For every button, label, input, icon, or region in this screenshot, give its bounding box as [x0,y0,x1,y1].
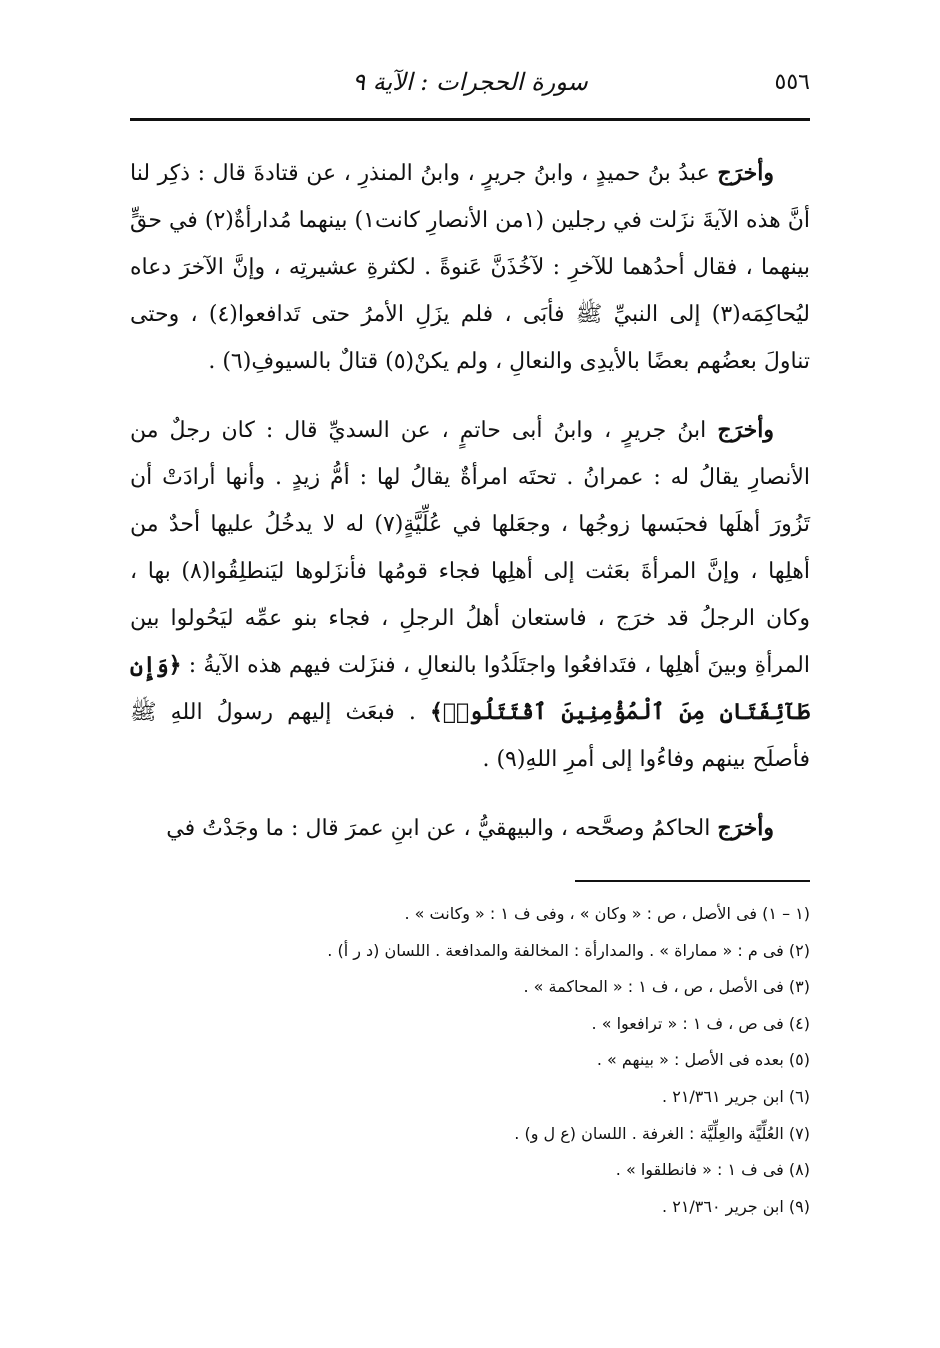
paragraph-lead: وأخرَج [717,160,774,186]
header-rule [130,118,810,121]
main-text [130,150,810,874]
footnote: (٦) ابن جرير ٢١/٣٦١ . [662,1086,810,1106]
paragraph-suddi [130,407,810,783]
page-number: ٥٥٦ [774,70,810,95]
footnote: (٧) العُلِّيَّة والعِلِّيَّة : الغرفة . اللسان (ع ل و) . [514,1123,810,1143]
paragraph-text: عبدُ بنُ حميدٍ ، وابنُ جريرٍ ، وابنُ المنذرِ ، عن قتادةَ قال : ذكِر لنا أنَّ هذه الآيةَ نزَلت في رجلين (١من الأنصارِ كانت١) بينهما مُدارأةٌ(٢) في حقٍّ بينهما ، فقال أحدُهما للآخرِ : لآخُذَنَّ عَنوةً . لكثرةِ عشيرتِه ، وإنَّ الآخرَ دعاه ليُحاكِمَه(٣) إلى النبيِّ ﷺ فأبَى ، فلم يزَلِ الأمرُ حتى تَدافعوا(٤) ، وحتى تناولَ بعضُهم بعضًا بالأيدِى والنعالِ ، ولم يكنْ(٥) قتالٌ بالسيوفِ(٦) . [130,161,811,374]
footnote: (٤) فى ص ، ف ١ : « ترافعوا » . [591,1013,810,1033]
footnote: (٢) فى م : « مماراة » . والمدارأة : المخالفة والمدافعة . اللسان (د ر أ) . [327,940,810,960]
paragraph-text: الحاكمُ وصحَّحه ، والبيهقيُّ ، عن ابنِ عمرَ قال : ما وجَدْتُ في [166,816,718,841]
page-header [130,60,810,106]
paragraph-text: ابنُ جريرٍ ، وابنُ أبى حاتمٍ ، عن السديِّ قال : كان رجلٌ من الأنصارِ يقالُ له : عمرانُ . تحتَه امرأةٌ يقالُ لها : أمُّ زيدٍ . وأنها أرادَتْ أن تَزُورَ أهلَها فحبَسها زوجُها ، وجعَلها في عُلِّيَّةٍ(٧) له لا يدخُلُ عليها أحدٌ من أهلِها ، وإنَّ المرأةَ بعَثت إلى أهلِها فجاء قومُها فأنزَلوها ليَنطلِقُوا(٨) بها ، وكان الرجلُ قد خرَج ، فاستعان أهلُ الرجلِ ، فجاء بنو عمِّه ليَحُولوا بين المرأةِ وبينَ أهلِها ، فتَدافعُوا واجتَلَدُوا بالنعالِ ، فنزَلت فيهم هذه الآيةُ : [130,418,811,678]
footnotes [130,896,810,1225]
paragraph-lead: وأخرَج [717,815,774,841]
running-title: سورة الحجرات : الآية ٩ [352,68,588,96]
footnote: (١ – ١) فى الأصل ، ص : « وكان » ، وفى ف ١ : « وكانت » . [404,904,810,923]
quran-verse: ﴿وَإِن طَآئِفَتَانِ مِنَ ٱلْمُؤْمِنِينَ ٱقْتَتَلُوا۟﴾ [130,652,810,725]
paragraph-ibn-umar [130,805,810,852]
footnote-rule [575,880,810,882]
paragraph-qatada [130,150,810,385]
footnote: (٥) بعده فى الأصل : « بينهم » . [596,1050,810,1070]
paragraph-text: . فبعَث إليهم رسولُ اللهِ ﷺ فأصلَح بينهم وفاءُوا إلى أمرِ اللهِ(٩) . [130,700,810,772]
footnote: (٣) فى الأصل ، ص ، ف ١ : « المحاكمة » . [523,977,810,997]
paragraph-lead: وأخرَج [717,417,774,443]
footnote: (٩) ابن جرير ٢١/٣٦٠ . [662,1196,810,1216]
footnote: (٨) فى ف ١ : « فانطلقوا » . [615,1160,810,1180]
